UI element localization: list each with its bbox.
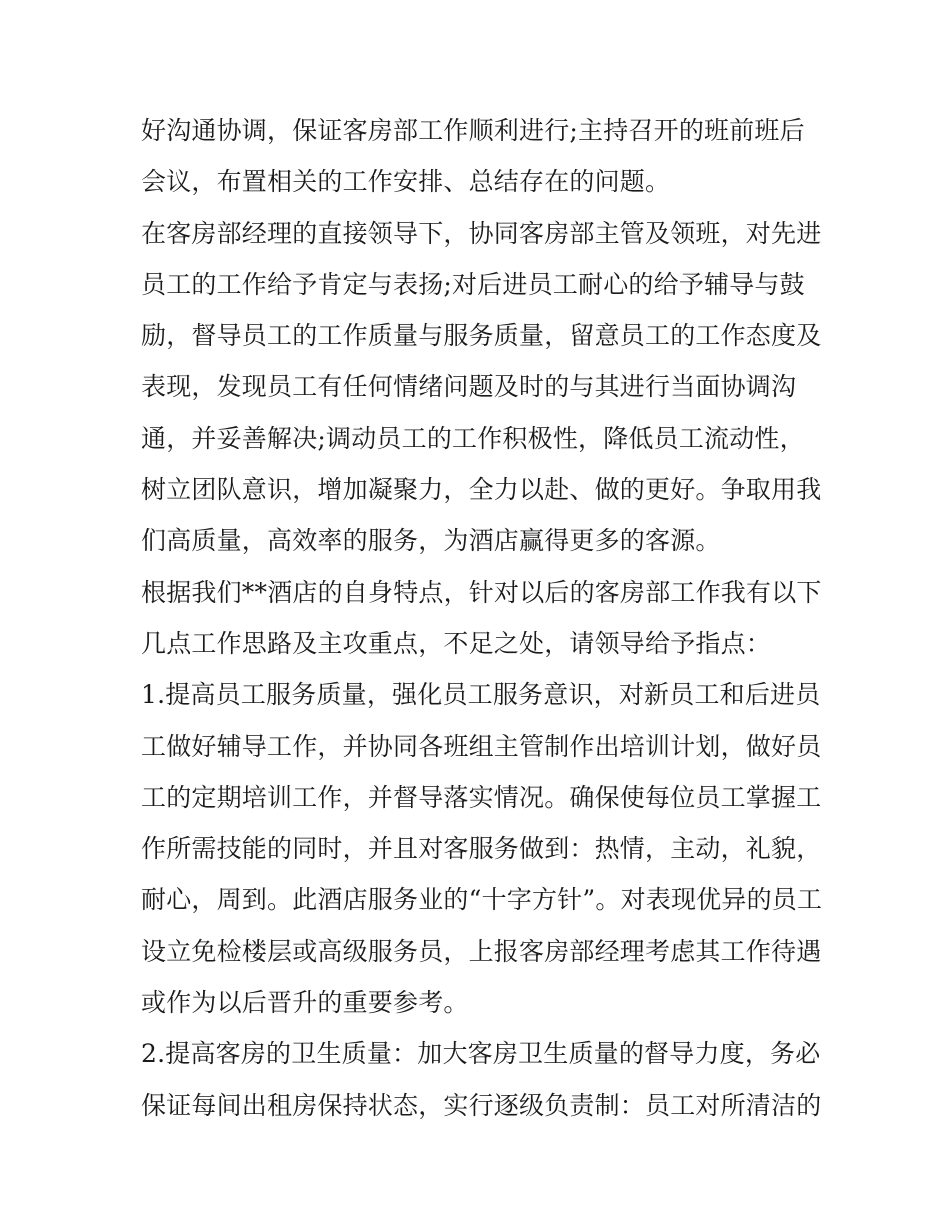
text-line: 在客房部经理的直接领导下，协同客房部主管及领班，对先进 [141,218,822,248]
text-line: 作所需技能的同时，并且对客服务做到：热情，主动，礼貌， [141,834,822,864]
text-line: 员工的工作给予肯定与表扬;对后进员工耐心的给予辅导与鼓 [141,269,805,299]
text-line: 通，并妥善解决;调动员工的工作积极性，降低员工流动性， [141,423,805,453]
text-line: 好沟通协调，保证客房部工作顺利进行;主持召开的班前班后 [141,116,805,145]
text-line: 树立团队意识，增加凝聚力，全力以赴、做的更好。争取用我 [141,475,822,505]
text-line: 耐心，周到。此酒店服务业的“十字方针”。对表现优异的员工 [141,885,823,915]
text-line: 设立免检楼层或高级服务员，上报客房部经理考虑其工作待遇 [141,936,822,966]
text-line: 工的定期培训工作，并督导落实情况。确保使每位员工掌握工 [141,782,822,812]
text-line: 们高质量，高效率的服务，为酒店赢得更多的客源。 [141,526,721,556]
text-line: 1.提高员工服务质量，强化员工服务意识，对新员工和后进员 [141,680,821,710]
text-line: 保证每间出租房保持状态，实行逐级负责制：员工对所清洁的 [141,1090,822,1120]
text-line: 表现，发现员工有任何情绪问题及时的与其进行当面协调沟 [141,372,797,402]
text-line: 工做好辅导工作，并协同各班组主管制作出培训计划，做好员 [141,731,822,761]
text-line: 根据我们**酒店的自身特点，针对以后的客房部工作我有以下 [141,577,822,607]
document-body [141,105,821,1131]
text-line: 几点工作思路及主攻重点，不足之处，请领导给予指点： [141,628,772,658]
text-line: 或作为以后晋升的重要参考。 [141,988,469,1018]
text-line: 会议，布置相关的工作安排、总结存在的问题。 [141,167,671,197]
text-line: 励，督导员工的工作质量与服务质量，留意员工的工作态度及 [141,321,822,351]
text-line: 2.提高客房的卫生质量：加大客房卫生质量的督导力度，务必 [141,1039,821,1069]
